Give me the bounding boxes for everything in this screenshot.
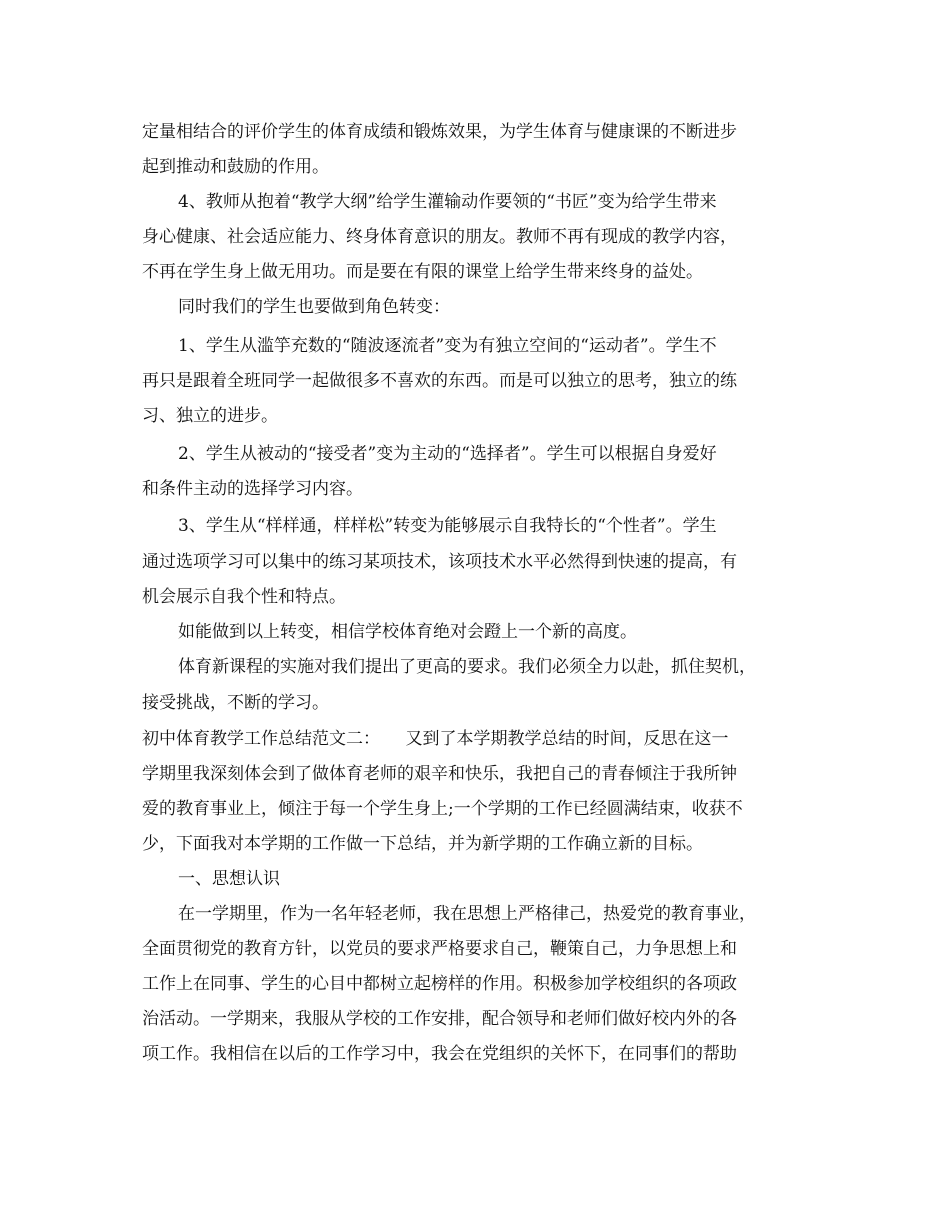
text-line: 接受挑战，不断的学习。 — [142, 693, 329, 713]
text-line: 全面贯彻党的教育方针，以党员的要求严格要求自己，鞭策自己，力争思想上和 — [142, 939, 737, 959]
text-line: 机会展示自我个性和特点。 — [142, 587, 346, 607]
text-line: 工作上在同事、学生的心目中都树立起榜样的作用。积极参加学校组织的各项政 — [142, 974, 737, 994]
text-line: 不再在学生身上做无用功。而是要在有限的课堂上给学生带来终身的益处。 — [142, 262, 703, 282]
text-line: 如能做到以上转变，相信学校体育绝对会蹬上一个新的高度。 — [178, 622, 637, 642]
section-heading: 初中体育教学工作总结范文二： 又到了本学期教学总结的时间，反思在这一 — [142, 729, 729, 749]
text-line: 4、教师从抱着“教学大纲”给学生灌输动作要领的“书匠”变为给学生带来 — [178, 192, 717, 212]
text-line: 3、学生从“样样通，样样松”转变为能够展示自我特长的“个性者”。学生 — [178, 516, 717, 536]
text-line: 在一学期里，作为一名年轻老师，我在思想上严格律己，热爱党的教育事业， — [178, 904, 756, 924]
text-line: 起到推动和鼓励的作用。 — [142, 157, 329, 177]
text-line: 再只是跟着全班同学一起做很多不喜欢的东西。而是可以独立的思考，独立的练 — [142, 371, 737, 391]
text-line: 和条件主动的选择学习内容。 — [142, 479, 363, 499]
text-line: 1、学生从滥竽充数的“随波逐流者”变为有独立空间的“运动者”。学生不 — [178, 336, 717, 356]
text-line: 2、学生从被动的“接受者”变为主动的“选择者”。学生可以根据自身爱好 — [178, 444, 717, 464]
text-line: 习、独立的进步。 — [142, 406, 278, 426]
section-heading: 一、思想认识 — [178, 869, 280, 889]
text-line: 项工作。我相信在以后的工作学习中，我会在党组织的关怀下，在同事们的帮助 — [142, 1044, 737, 1064]
text-line: 身心健康、社会适应能力、终身体育意识的朋友。教师不再有现成的教学内容， — [142, 227, 737, 247]
text-line: 体育新课程的实施对我们提出了更高的要求。我们必须全力以赴，抓住契机， — [178, 657, 756, 677]
text-line: 同时我们的学生也要做到角色转变： — [178, 297, 450, 317]
text-line: 学期里我深刻体会到了做体育老师的艰辛和快乐，我把自己的青春倾注于我所钟 — [142, 764, 737, 784]
text-line: 通过选项学习可以集中的练习某项技术，该项技术水平必然得到快速的提高，有 — [142, 552, 737, 572]
text-line: 少，下面我对本学期的工作做一下总结，并为新学期的工作确立新的目标。 — [142, 834, 703, 854]
text-line: 爱的教育事业上，倾注于每一个学生身上;一个学期的工作已经圆满结束，收获不 — [142, 799, 743, 819]
text-line: 治活动。一学期来，我服从学校的工作安排，配合领导和老师们做好校内外的各 — [142, 1009, 737, 1029]
text-line: 定量相结合的评价学生的体育成绩和锻炼效果，为学生体育与健康课的不断进步 — [142, 122, 737, 142]
